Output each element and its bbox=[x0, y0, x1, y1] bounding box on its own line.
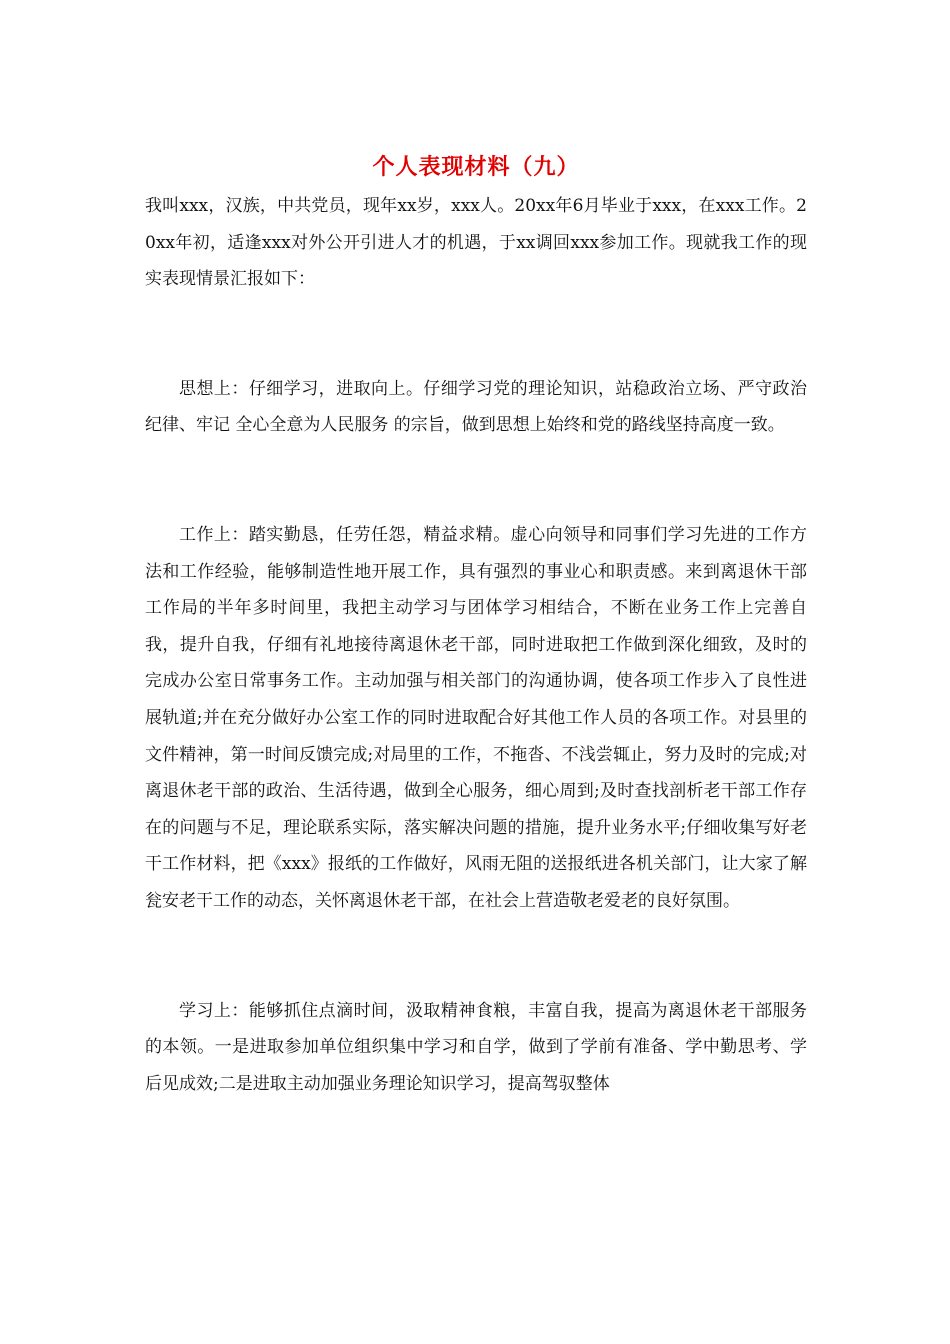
thought-paragraph: 思想上：仔细学习，进取向上。仔细学习党的理论知识，站稳政治立场、严守政治纪律、牢记 全心全意为人民服务 的宗旨，做到思想上始终和党的路线坚持高度一致。 bbox=[145, 378, 807, 436]
work-paragraph: 工作上：踏实勤恳，任劳任怨，精益求精。虚心向领导和同事们学习先进的工作方法和工作经验，能够制造性地开展工作，具有强烈的事业心和职责感。来到离退休干部工作局的半年多时间里，我把主动学习与团体学习相结合，不断在业务工作上完善自我，提升自我，仔细有礼地接待离退休老干部，同时进取把工作做到深化细致，及时的完成办公室日常事务工作。主动加强与相关部门的沟通协调，使各项工作步入了良性进展轨道;并在充分做好办公室工作的同时进取配合好其他工作人员的各项工作。对县里的文件精神，第一时间反馈完成;对局里的工作，不拖沓、不浅尝辄止，努力及时的完成;对离退休老干部的政治、生活待遇，做到全心服务，细心周到;及时查找剖析老干部工作存在的问题与不足，理论联系实际，落实解决问题的措施，提升业务水平;仔细收集写好老干工作材料，把《xxx》报纸的工作做好，风雨无阻的送报纸进各机关部门，让大家了解瓮安老干工作的动态，关怀离退休老干部，在社会上营造敬老爱老的良好氛围。 bbox=[145, 524, 807, 911]
paragraph-gap bbox=[145, 920, 807, 993]
study-paragraph: 学习上：能够抓住点滴时间，汲取精神食粮，丰富自我，提高为离退休老干部服务的本领。一是进取参加单位组织集中学习和自学，做到了学前有准备、学中勤思考、学后见成效;二是进取主动加强业务理论知识学习，提高驾驭整体 bbox=[145, 1000, 807, 1094]
document-title: 个人表现材料（九） bbox=[372, 154, 580, 180]
paragraph-gap bbox=[145, 444, 807, 517]
intro-paragraph: 我叫xxx，汉族，中共党员，现年xx岁，xxx人。20xx年6月毕业于xxx，在xxx工作。20xx年初，适逢xxx对外公开引进人才的机遇，于xx调回xxx参加工作。现就我工作的现实表现情景汇报如下： bbox=[145, 196, 807, 290]
paragraph-gap bbox=[145, 298, 807, 371]
document-page bbox=[145, 150, 807, 1102]
